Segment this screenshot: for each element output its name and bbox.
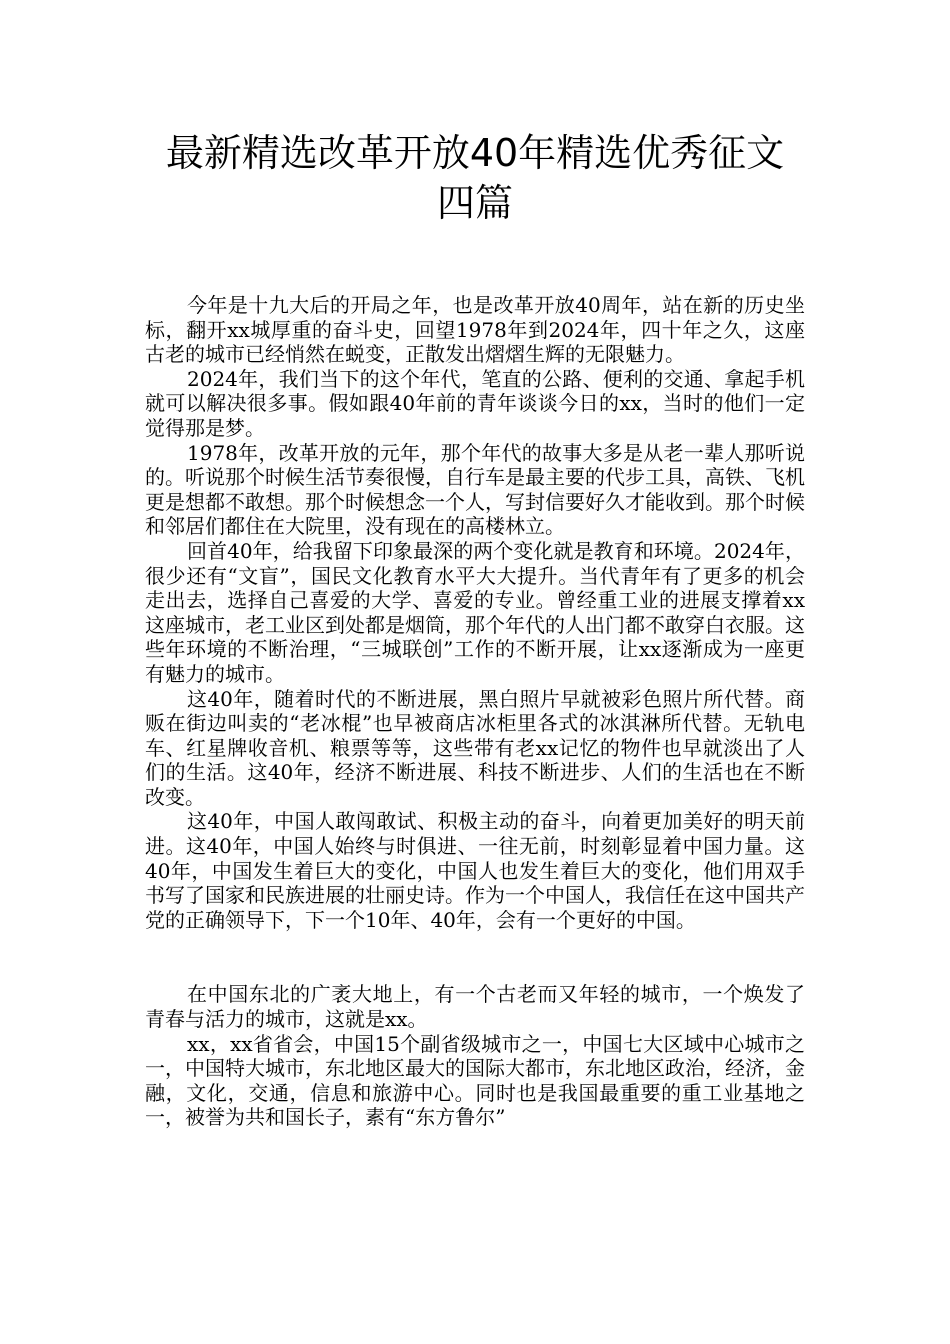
document-title <box>100 128 850 228</box>
section-spacer <box>145 932 805 982</box>
paragraph: 这40年，中国人敢闯敢试、积极主动的奋斗，向着更加美好的明天前进。这40年，中国人始终与时俱进、一往无前，时刻彰显着中国力量。这40年，中国发生着巨大的变化，中国人也发生着巨大的变化，他们用双手书写了国家和民族进展的壮丽史诗。作为一个中国人，我信任在这中国共产党的正确领导下，下一个10年、40年，会有一个更好的中国。 <box>145 809 805 932</box>
paragraph: 今年是十九大后的开局之年，也是改革开放40周年，站在新的历史坐标，翻开xx城厚重的奋斗史，回望1978年到2024年，四十年之久，这座古老的城市已经悄然在蜕变，正散发出熠熠生辉的无限魅力。 <box>145 293 805 367</box>
paragraph: 回首40年，给我留下印象最深的两个变化就是教育和环境。2024年，很少还有“文盲”，国民文化教育水平大大提升。当代青年有了更多的机会走出去，选择自己喜爱的大学、喜爱的专业。曾经重工业的进展支撑着xx这座城市，老工业区到处都是烟筒，那个年代的人出门都不敢穿白衣服。这些年环境的不断治理，“三城联创”工作的不断开展，让xx逐渐成为一座更有魅力的城市。 <box>145 538 805 686</box>
paragraph: 2024年，我们当下的这个年代，笔直的公路、便利的交通、拿起手机就可以解决很多事。假如跟40年前的青年谈谈今日的xx，当时的他们一定觉得那是梦。 <box>145 366 805 440</box>
title-line-1: 最新精选改革开放40年精选优秀征文 <box>165 131 785 175</box>
paragraph: 这40年，随着时代的不断进展，黑白照片早就被彩色照片所代替。商贩在街边叫卖的“老冰棍”也早被商店冰柜里各式的冰淇淋所代替。无轨电车、红星牌收音机、粮票等等，这些带有老xx记忆的物件也早就淡出了人们的生活。这40年，经济不断进展、科技不断进步、人们的生活也在不断改变。 <box>145 686 805 809</box>
paragraph: 在中国东北的广袤大地上，有一个古老而又年轻的城市，一个焕发了青春与活力的城市，这就是xx。 <box>145 982 805 1032</box>
paragraph: 1978年，改革开放的元年，那个年代的故事大多是从老一辈人那听说的。听说那个时候生活节奏很慢，自行车是最主要的代步工具，高铁、飞机更是想都不敢想。那个时候想念一个人，写封信要好久才能收到。那个时候和邻居们都住在大院里，没有现在的高楼林立。 <box>145 440 805 539</box>
paragraph: xx，xx省省会，中国15个副省级城市之一，中国七大区域中心城市之一，中国特大城市，东北地区最大的国际大都市，东北地区政治，经济，金融，文化，交通，信息和旅游中心。同时也是我国最重要的重工业基地之一，被誉为共和国长子，素有“东方鲁尔” <box>145 1031 805 1130</box>
title-line-2: 四篇 <box>436 181 513 225</box>
document-body <box>145 293 805 1130</box>
